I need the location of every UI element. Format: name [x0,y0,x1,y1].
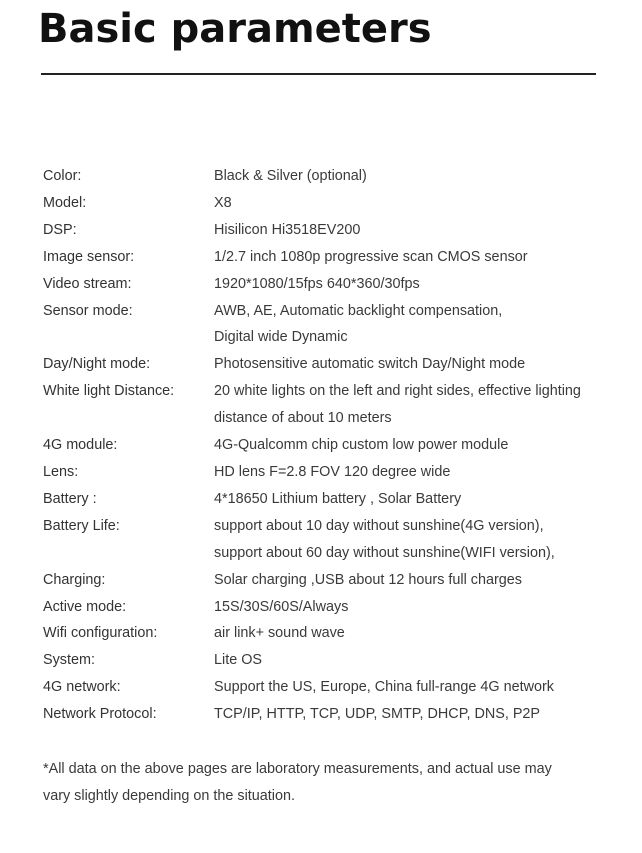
parameter-row [43,217,633,244]
parameter-value-line: 4G-Qualcomm chip custom low power module [214,437,509,454]
page-title: Basic parameters [38,6,432,52]
parameter-label: Image sensor: [43,248,135,265]
parameter-value-line: HD lens F=2.8 FOV 120 degree wide [214,463,451,480]
parameter-value [214,298,633,352]
parameter-value [214,513,633,567]
parameter-value [214,486,633,513]
parameter-label: System: [43,652,95,669]
parameter-row [43,298,633,352]
parameter-value [214,647,633,674]
parameter-row [43,701,633,728]
footnote-line: vary slightly depending on the situation. [43,788,295,804]
parameter-value [214,190,633,217]
parameter-row [43,244,633,271]
parameter-label: Model: [43,194,87,211]
parameter-value [214,701,633,728]
parameter-label: Active mode: [43,598,127,615]
parameter-row [43,594,633,621]
parameter-label: Battery Life: [43,517,120,534]
parameter-label: Day/Night mode: [43,356,151,373]
parameter-row [43,271,633,298]
parameter-row [43,351,633,378]
parameter-label: Charging: [43,571,106,588]
parameter-value [214,217,633,244]
parameter-value-line: support about 10 day without sunshine(4G version), [214,517,544,534]
title-divider [41,73,596,75]
parameter-label: Sensor mode: [43,302,133,319]
parameter-value-line: Solar charging ,USB about 12 hours full charges [214,571,522,588]
parameter-value-line: Lite OS [214,652,262,669]
parameter-value [214,351,633,378]
parameter-value-line: 1920*1080/15fps 640*360/30fps [214,275,420,292]
parameter-value-line: 20 white lights on the left and right sides, effective lighting [214,383,581,400]
parameters-list [43,163,633,728]
parameter-row [43,459,633,486]
parameter-value [214,620,633,647]
footnote-line: *All data on the above pages are laboratory measurements, and actual use may [43,761,552,777]
parameter-row [43,647,633,674]
parameter-value-line: 15S/30S/60S/Always [214,598,349,615]
parameter-value-line: AWB, AE, Automatic backlight compensation, [214,302,503,319]
parameter-value [214,594,633,621]
parameter-row [43,674,633,701]
parameter-row [43,190,633,217]
parameter-label: Wifi configuration: [43,625,158,642]
parameter-value [214,432,633,459]
parameter-value-line: 1/2.7 inch 1080p progressive scan CMOS sensor [214,248,528,265]
parameter-value-line: Hisilicon Hi3518EV200 [214,221,361,238]
parameter-row [43,567,633,594]
parameter-value-line: Support the US, Europe, China full-range 4G network [214,679,554,696]
parameter-label: Color: [43,168,82,184]
parameter-row [43,486,633,513]
parameter-label: Battery : [43,490,97,507]
parameter-value-line: distance of about 10 meters [214,410,392,427]
parameter-value [214,459,633,486]
parameter-value-line: Photosensitive automatic switch Day/Night mode [214,356,526,373]
parameter-row [43,620,633,647]
parameter-value [214,378,633,432]
parameter-label: White light Distance: [43,383,175,400]
parameter-row [43,378,633,432]
parameter-value-line: support about 60 day without sunshine(WIFI version), [214,544,555,561]
parameter-value [214,163,633,190]
parameter-label: 4G network: [43,679,121,696]
parameter-value-line: 4*18650 Lithium battery , Solar Battery [214,490,462,507]
parameter-value-line: TCP/IP, HTTP, TCP, UDP, SMTP, DHCP, DNS, P2P [214,706,541,723]
parameter-row [43,163,633,190]
parameter-value [214,674,633,701]
parameter-value-line: Digital wide Dynamic [214,329,348,346]
parameter-value-line: Black & Silver (optional) [214,168,367,184]
parameter-label: Lens: [43,463,79,480]
parameter-value-line: air link+ sound wave [214,625,345,642]
parameter-label: 4G module: [43,437,118,454]
parameter-value-line: X8 [214,194,232,211]
parameter-label: Video stream: [43,275,132,292]
parameter-value [214,567,633,594]
parameter-value [214,244,633,271]
parameter-row [43,432,633,459]
parameter-value [214,271,633,298]
footnote [43,756,623,810]
parameter-label: DSP: [43,221,77,238]
parameter-row [43,513,633,567]
parameter-label: Network Protocol: [43,706,157,723]
